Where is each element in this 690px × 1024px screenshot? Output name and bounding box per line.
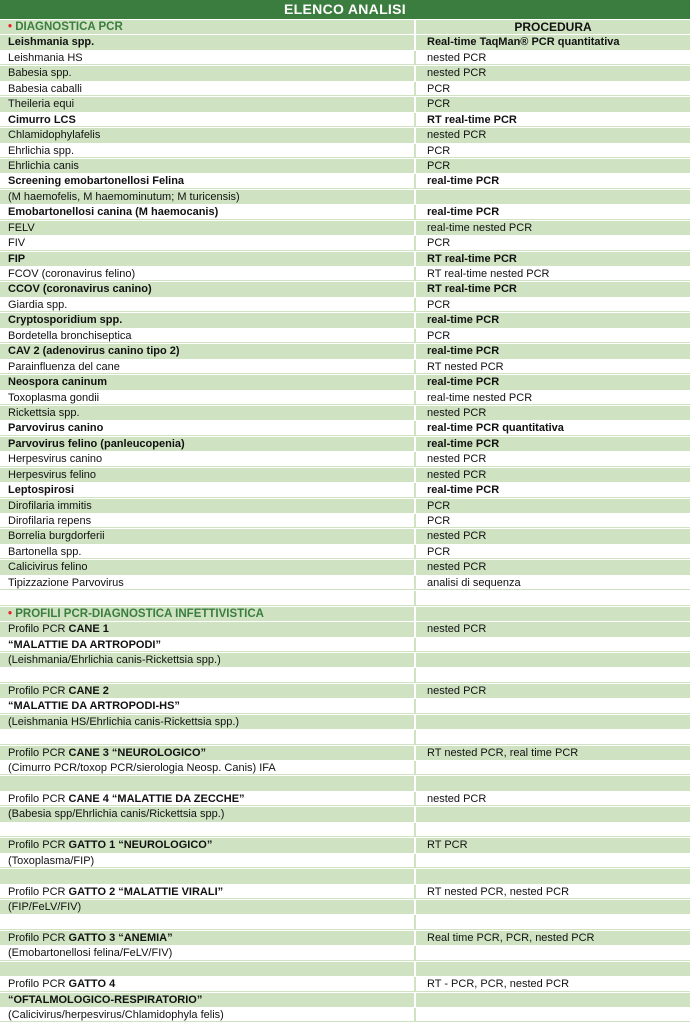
procedure: PCR — [414, 514, 690, 528]
analysis-name: Parvovirus felino (panleucopenia) — [8, 437, 185, 450]
table-row — [0, 576, 690, 591]
profile-row — [0, 915, 690, 930]
analysis-name: Theileria equi — [8, 98, 75, 111]
profile-procedure — [414, 1008, 690, 1022]
section-title: PROFILI PCR-DIAGNOSTICA INFETTIVISTICA — [15, 607, 264, 620]
profile-name: (Calicivirus/herpesvirus/Chlamidophyla felis) — [0, 1008, 414, 1022]
profile-name: (Babesia spp/Ehrlichia canis/Rickettsia spp.) — [8, 808, 225, 821]
profile-procedure — [414, 638, 690, 652]
analysis-name: Leishmania HS — [0, 51, 414, 65]
table-row — [0, 375, 690, 390]
profile-name — [0, 776, 414, 790]
table-row — [0, 468, 690, 483]
table-row — [0, 144, 690, 159]
profile-name: (Toxoplasma/FIP) — [0, 854, 414, 868]
procedure: nested PCR — [414, 128, 690, 142]
profile-row — [0, 653, 690, 668]
profile-row — [0, 668, 690, 683]
profile-row — [0, 699, 690, 714]
procedure: nested PCR — [414, 51, 690, 65]
profile-procedure: RT nested PCR, real time PCR — [414, 746, 690, 760]
procedure: RT real-time nested PCR — [414, 267, 690, 281]
table-row — [0, 252, 690, 267]
analysis-name: Chlamidophylafelis — [8, 129, 101, 142]
procedure: real-time PCR — [414, 437, 690, 451]
analysis-name: Bartonella spp. — [0, 545, 414, 559]
profile-procedure — [414, 715, 690, 729]
procedure: real-time PCR — [414, 375, 690, 389]
profile-name — [0, 869, 414, 883]
procedure: PCR — [414, 499, 690, 513]
profile-row — [0, 993, 690, 1008]
profile-name — [0, 915, 414, 929]
procedure: real-time PCR — [414, 483, 690, 497]
profile-name: “MALATTIE DA ARTROPODI” — [0, 638, 414, 652]
procedure: analisi di sequenza — [414, 576, 690, 590]
procedure: nested PCR — [414, 560, 690, 574]
table-row — [0, 282, 690, 297]
analysis-name: Ehrlichia spp. — [0, 144, 414, 158]
profile-procedure — [414, 854, 690, 868]
profile-procedure — [414, 776, 690, 790]
bullet-icon: • — [8, 607, 13, 620]
profile-row — [0, 715, 690, 730]
profile-name — [0, 962, 414, 976]
profile-row — [0, 962, 690, 977]
analysis-name: Tipizzazione Parvovirus — [0, 576, 414, 590]
profile-procedure — [414, 962, 690, 976]
analysis-name: Neospora caninum — [8, 376, 108, 389]
procedure: RT real-time PCR — [414, 252, 690, 266]
profile-procedure — [414, 993, 690, 1007]
profile-row — [0, 730, 690, 745]
procedure: RT real-time PCR — [414, 282, 690, 296]
procedure: nested PCR — [414, 468, 690, 482]
profile-name — [0, 668, 414, 682]
procedure: RT real-time PCR — [414, 113, 690, 127]
procedure: real-time PCR — [414, 205, 690, 219]
procedure: PCR — [414, 545, 690, 559]
procedure: nested PCR — [414, 452, 690, 466]
table-row — [0, 190, 690, 205]
profile-name: Profilo PCR GATTO 3 “ANEMIA” — [8, 931, 173, 944]
table-row — [0, 545, 690, 560]
profile-row — [0, 792, 690, 807]
analysis-name: Screening emobartonellosi Felina — [0, 174, 414, 188]
profile-row — [0, 761, 690, 776]
table-row — [0, 66, 690, 81]
procedure — [414, 190, 690, 204]
spacer-row — [0, 591, 690, 606]
section-title: DIAGNOSTICA PCR — [15, 21, 123, 33]
bullet-icon: • — [8, 21, 13, 33]
table-row — [0, 360, 690, 375]
table-row — [0, 221, 690, 236]
profile-name: “OFTALMOLOGICO-RESPIRATORIO” — [8, 993, 203, 1006]
profile-row — [0, 977, 690, 992]
profile-procedure — [414, 653, 690, 667]
table-row — [0, 128, 690, 143]
profile-row — [0, 622, 690, 637]
analysis-name: Rickettsia spp. — [8, 406, 80, 419]
profile-name: “MALATTIE DA ARTROPODI-HS” — [0, 699, 414, 713]
profile-procedure: nested PCR — [414, 792, 690, 806]
procedure: PCR — [414, 82, 690, 96]
profile-row — [0, 885, 690, 900]
profiles-table — [0, 622, 690, 1023]
profile-row — [0, 854, 690, 869]
profile-name: (Cimurro PCR/toxop PCR/sierologia Neosp. Canis) IFA — [0, 761, 414, 775]
procedure: nested PCR — [414, 66, 690, 80]
profile-procedure: RT PCR — [414, 838, 690, 852]
profile-procedure — [414, 823, 690, 837]
profile-procedure — [414, 900, 690, 914]
procedure: real-time PCR — [414, 174, 690, 188]
profile-name: Profilo PCR CANE 4 “MALATTIE DA ZECCHE” — [0, 792, 414, 806]
analysis-name: (M haemofelis, M haemominutum; M turicensis) — [8, 190, 240, 203]
analysis-name: FIV — [0, 236, 414, 250]
procedure: real-time nested PCR — [414, 221, 690, 235]
procedure: PCR — [414, 159, 690, 173]
table-row — [0, 82, 690, 97]
procedure: PCR — [414, 97, 690, 111]
table-row — [0, 51, 690, 66]
page-title: ELENCO ANALISI — [0, 0, 690, 20]
analysis-name: Bordetella bronchiseptica — [0, 329, 414, 343]
procedure: PCR — [414, 329, 690, 343]
pcr-table — [0, 35, 690, 591]
analysis-name: Parainfluenza del cane — [0, 360, 414, 374]
profile-row — [0, 931, 690, 946]
profile-procedure: nested PCR — [414, 622, 690, 636]
profile-procedure: Real time PCR, PCR, nested PCR — [414, 931, 690, 945]
analysis-name: Parvovirus canino — [0, 421, 414, 435]
table-row — [0, 35, 690, 50]
table-row — [0, 529, 690, 544]
profile-name: (Emobartonellosi felina/FeLV/FIV) — [0, 946, 414, 960]
table-row — [0, 313, 690, 328]
profile-name: Profilo PCR GATTO 4 — [0, 977, 414, 991]
profile-procedure — [414, 946, 690, 960]
analysis-name: CAV 2 (adenovirus canino tipo 2) — [8, 345, 180, 358]
procedure: RT nested PCR — [414, 360, 690, 374]
table-row — [0, 205, 690, 220]
profile-row — [0, 1008, 690, 1023]
table-row — [0, 483, 690, 498]
profile-procedure — [414, 807, 690, 821]
profile-row — [0, 946, 690, 961]
procedure: real-time PCR — [414, 313, 690, 327]
profile-name: (Leishmania HS/Ehrlichia canis-Rickettsia spp.) — [8, 715, 240, 728]
analysis-name: Giardia spp. — [0, 298, 414, 312]
analysis-name: Dirofilaria repens — [0, 514, 414, 528]
procedure: real-time nested PCR — [414, 391, 690, 405]
profile-row — [0, 900, 690, 915]
procedure: PCR — [414, 144, 690, 158]
profile-procedure: nested PCR — [414, 684, 690, 698]
procedure: real-time PCR quantitativa — [414, 421, 690, 435]
profile-procedure: RT - PCR, PCR, nested PCR — [414, 977, 690, 991]
profile-name: Profilo PCR CANE 3 “NEUROLOGICO” — [8, 746, 207, 759]
table-row — [0, 267, 690, 282]
procedure: PCR — [414, 236, 690, 250]
profile-name: (FIP/FeLV/FIV) — [8, 900, 82, 913]
table-row — [0, 499, 690, 514]
profile-row — [0, 869, 690, 884]
analysis-name: Leishmania spp. — [8, 36, 95, 49]
table-row — [0, 344, 690, 359]
profile-row — [0, 838, 690, 853]
profile-row — [0, 823, 690, 838]
analysis-name: Calicivirus felino — [8, 561, 88, 574]
profile-row — [0, 684, 690, 699]
table-row — [0, 421, 690, 436]
table-row — [0, 113, 690, 128]
profile-name: Profilo PCR CANE 1 — [8, 623, 109, 636]
section-header-diagnostica-pcr — [0, 20, 690, 35]
section-header-profili — [0, 607, 690, 622]
procedure: PCR — [414, 298, 690, 312]
table-row — [0, 560, 690, 575]
analysis-name: FIP — [8, 252, 26, 265]
profile-procedure — [414, 730, 690, 744]
profile-row — [0, 638, 690, 653]
profile-row — [0, 746, 690, 761]
profile-row — [0, 776, 690, 791]
profile-name: (Leishmania/Ehrlichia canis-Rickettsia spp.) — [8, 653, 221, 666]
profile-name: Profilo PCR GATTO 2 “MALATTIE VIRALI” — [0, 885, 414, 899]
analysis-name: Babesia spp. — [8, 67, 72, 80]
profile-procedure: RT nested PCR, nested PCR — [414, 885, 690, 899]
column-header-procedura: PROCEDURA — [414, 20, 690, 34]
analysis-name: FCOV (coronavirus felino) — [0, 267, 414, 281]
analysis-name: Cimurro LCS — [0, 113, 414, 127]
analysis-name: Borrelia burgdorferii — [8, 530, 105, 543]
profile-procedure — [414, 761, 690, 775]
procedure: nested PCR — [414, 406, 690, 420]
profile-procedure — [414, 869, 690, 883]
analysis-name: FELV — [8, 221, 35, 234]
profile-procedure — [414, 699, 690, 713]
table-row — [0, 236, 690, 251]
table-row — [0, 391, 690, 406]
profile-name: Profilo PCR GATTO 1 “NEUROLOGICO” — [8, 839, 213, 852]
procedure: Real-time TaqMan® PCR quantitativa — [414, 35, 690, 49]
table-row — [0, 406, 690, 421]
profile-row — [0, 807, 690, 822]
analysis-name: Ehrlichia canis — [8, 159, 79, 172]
analysis-name: CCOV (coronavirus canino) — [8, 283, 152, 296]
table-row — [0, 329, 690, 344]
profile-name — [0, 730, 414, 744]
table-row — [0, 298, 690, 313]
table-row — [0, 452, 690, 467]
table-row — [0, 174, 690, 189]
analysis-name: Toxoplasma gondii — [0, 391, 414, 405]
analysis-name: Dirofilaria immitis — [8, 499, 92, 512]
analysis-name: Herpesvirus felino — [8, 468, 97, 481]
table-row — [0, 159, 690, 174]
table-row — [0, 514, 690, 529]
procedure: real-time PCR — [414, 344, 690, 358]
profile-procedure — [414, 915, 690, 929]
profile-name: Profilo PCR CANE 2 — [8, 684, 109, 697]
analysis-name: Babesia caballi — [0, 82, 414, 96]
table-row — [0, 97, 690, 112]
profile-name — [0, 823, 414, 837]
analysis-name: Emobartonellosi canina (M haemocanis) — [0, 205, 414, 219]
analysis-name: Herpesvirus canino — [0, 452, 414, 466]
procedure: nested PCR — [414, 529, 690, 543]
profile-procedure — [414, 668, 690, 682]
table-row — [0, 437, 690, 452]
analysis-name: Leptospirosi — [0, 483, 414, 497]
analysis-name: Cryptosporidium spp. — [8, 314, 123, 327]
